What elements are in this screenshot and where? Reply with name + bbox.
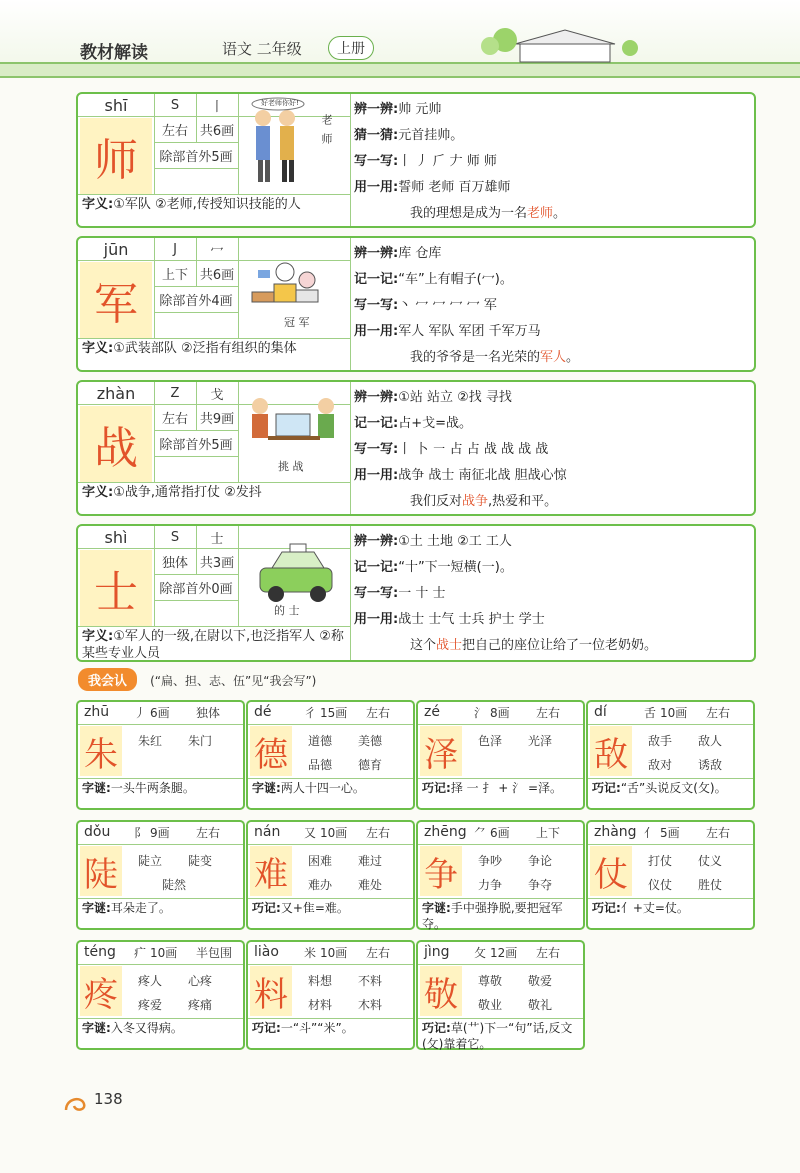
- stroke-count: 共3画: [199, 555, 235, 571]
- character: 陡: [80, 846, 122, 896]
- example-word: 道德: [308, 734, 333, 748]
- example-word: 敌对: [648, 758, 673, 772]
- pinyin: dǒu: [84, 824, 111, 840]
- strokes-excluding-radical: 除部首外5画: [159, 149, 233, 165]
- stroke-count: 10画: [660, 706, 688, 720]
- structure: 左右: [366, 946, 391, 960]
- structure: 左右: [366, 826, 391, 840]
- example-sentence: 这个战士把自己的座位让给了一位老奶奶。: [410, 638, 658, 653]
- usage-row: 用一用:军人 军队 军团 千军万马: [354, 324, 541, 339]
- radical: 戈: [210, 387, 224, 403]
- stroke-order-row: 写一写:丨 卜 ㇐ 占 占 战 战 战 战: [354, 442, 549, 457]
- stroke-count: 共6画: [199, 267, 235, 283]
- example-word: 敌手: [648, 734, 673, 748]
- picture-caption: 挑 战: [278, 460, 304, 473]
- char-card-jun: [76, 236, 756, 372]
- structure: 半包围: [196, 946, 233, 960]
- tip: 巧记:择 一 扌 + 氵 =泽。: [422, 781, 562, 795]
- example-word: 疼痛: [188, 998, 213, 1012]
- stroke-count: 共9画: [199, 411, 235, 427]
- example-word: 陡立: [138, 854, 163, 868]
- example-word: 难过: [358, 854, 383, 868]
- pinyin: zhàng: [594, 824, 637, 840]
- meaning: 字义:①战争,通常指打仗 ②发抖: [82, 485, 262, 500]
- strokes-excluding-radical: 除部首外5画: [159, 437, 233, 453]
- memory-row: 记一记:“十”下一短横(一)。: [354, 560, 513, 575]
- tip: 字谜:两人十四一心。: [252, 781, 365, 795]
- pinyin: zé: [424, 704, 440, 720]
- structure: 上下: [161, 267, 188, 283]
- radical: 舌: [644, 706, 657, 720]
- tip: 巧记:又+隹=难。: [252, 901, 349, 915]
- section-heading: [78, 668, 316, 690]
- radical: ⺈: [474, 826, 487, 840]
- recognize-card: [416, 820, 585, 930]
- example-word: 难处: [358, 878, 383, 892]
- example-word: 疼人: [138, 974, 163, 988]
- structure: 左右: [706, 826, 731, 840]
- stroke-count: 10画: [320, 946, 348, 960]
- radical: 攵: [474, 946, 487, 960]
- structure: 左右: [366, 706, 391, 720]
- character: 敌: [590, 726, 632, 776]
- example-word: 朱门: [188, 734, 213, 748]
- radical: 亻: [644, 826, 657, 840]
- main-character: 战: [80, 406, 152, 482]
- radical: 冖: [210, 243, 224, 259]
- char-card-zhan: [76, 380, 756, 516]
- structure: 上下: [536, 826, 561, 840]
- structure: 独体: [161, 555, 188, 571]
- usage-row: 用一用:战士 士气 士兵 护士 学士: [354, 612, 545, 627]
- recognize-card: [246, 940, 415, 1050]
- tip: 巧记:“舌”头说反文(攵)。: [592, 781, 727, 795]
- example-word: 光泽: [528, 734, 553, 748]
- picture-caption: 老师: [320, 114, 333, 152]
- stroke-order-row: 写一写:丶 冖 冖 冖 冖 军: [354, 298, 497, 313]
- stroke-count: 6画: [150, 706, 170, 720]
- example-word: 争夺: [528, 878, 553, 892]
- radical: 彳: [304, 706, 317, 720]
- recognize-card: [246, 820, 415, 930]
- meaning: 字义:①军人的一级,在尉以下,也泛指军人 ②称某些专业人员: [82, 629, 344, 661]
- example-sentence: 我的爷爷是一名光荣的军人。: [410, 350, 580, 365]
- initial-letter: S: [170, 529, 180, 545]
- example-word: 敬业: [478, 998, 503, 1012]
- example-word: 仪仗: [648, 878, 673, 892]
- example-word: 料想: [308, 974, 333, 988]
- radical: 疒: [134, 946, 147, 960]
- main-character: 士: [80, 550, 152, 626]
- stroke-count: 共6画: [199, 123, 235, 139]
- character: 仗: [590, 846, 632, 896]
- stroke-count: 15画: [320, 706, 348, 720]
- pinyin: téng: [84, 944, 116, 960]
- radical: 丿: [134, 706, 147, 720]
- example-sentence: 我的理想是成为一名老师。: [410, 206, 567, 221]
- char-card-shi: [76, 92, 756, 228]
- meaning: 字义:①军队 ②老师,传授知识技能的人: [82, 197, 301, 212]
- structure: 左右: [161, 411, 188, 427]
- pinyin: shī: [104, 95, 128, 115]
- character: 料: [250, 966, 292, 1016]
- tip: 字谜:手中强挣脱,要把冠军夺。: [422, 901, 563, 931]
- memory-row: 记一记:“车”上有帽子(冖)。: [354, 272, 513, 287]
- character: 争: [420, 846, 462, 896]
- example-word: 不料: [358, 974, 383, 988]
- structure: 左右: [196, 826, 221, 840]
- distinguish-row: 辨一辨:①土 土地 ②工 工人: [354, 534, 512, 549]
- example-word: 美德: [358, 734, 383, 748]
- usage-row: 用一用:誓师 老师 百万雄师: [354, 180, 511, 195]
- stroke-count: 5画: [660, 826, 680, 840]
- character: 难: [250, 846, 292, 896]
- tip: 字谜:入冬又得病。: [82, 1021, 183, 1035]
- example-word: 争论: [528, 854, 553, 868]
- stroke-count: 8画: [490, 706, 510, 720]
- strokes-excluding-radical: 除部首外4画: [159, 293, 233, 309]
- strokes-excluding-radical: 除部首外0画: [159, 581, 233, 597]
- page-number: 138: [94, 1090, 123, 1108]
- picture-caption: 冠 军: [284, 316, 310, 329]
- pinyin: dí: [594, 704, 607, 720]
- stroke-order-row: 写一写:一 十 士: [354, 586, 446, 601]
- stroke-count: 10画: [320, 826, 348, 840]
- character: 敬: [420, 966, 462, 1016]
- example-word: 敌人: [698, 734, 723, 748]
- radical: 米: [304, 946, 317, 960]
- radical: 士: [210, 531, 224, 547]
- picture-caption: 的 士: [274, 604, 300, 617]
- memory-row: 记一记:占+戈=战。: [354, 416, 472, 431]
- example-word: 困难: [308, 854, 333, 868]
- pinyin: zhēng: [424, 824, 467, 840]
- usage-row: 用一用:战争 战士 南征北战 胆战心惊: [354, 468, 567, 483]
- stroke-count: 12画: [490, 946, 518, 960]
- example-word: 难办: [308, 878, 333, 892]
- example-word: 品德: [308, 758, 333, 772]
- structure: 左右: [536, 706, 561, 720]
- radical: 阝: [134, 826, 147, 840]
- stroke-count: 9画: [150, 826, 170, 840]
- pinyin: zhàn: [96, 383, 136, 403]
- tip: 字谜:一头牛两条腿。: [82, 781, 195, 795]
- recognize-card: [76, 700, 245, 810]
- pinyin: dé: [254, 704, 272, 720]
- pinyin: nán: [254, 824, 281, 840]
- example-word: 色泽: [478, 734, 503, 748]
- header-volume: 上册: [328, 36, 374, 60]
- main-character: 师: [80, 118, 152, 194]
- page-ornament-icon: [62, 1092, 94, 1116]
- initial-letter: Z: [170, 385, 180, 401]
- initial-letter: S: [170, 97, 180, 113]
- example-word: 陡然: [162, 878, 187, 892]
- speech-bubble-text: 好老师你好!: [261, 99, 299, 107]
- main-character: 军: [80, 262, 152, 338]
- structure: 左右: [536, 946, 561, 960]
- radical: 丨: [210, 99, 224, 115]
- example-word: 争吵: [478, 854, 503, 868]
- example-word: 敬礼: [528, 998, 553, 1012]
- structure: 左右: [706, 706, 731, 720]
- riddle-row: 猜一猜:元首挂帅。: [354, 128, 464, 143]
- pinyin: jūn: [103, 239, 129, 259]
- example-word: 木料: [358, 998, 383, 1012]
- character: 朱: [80, 726, 122, 776]
- tip: 巧记:亻+丈=仗。: [592, 901, 689, 915]
- distinguish-row: 辨一辨:帅 元帅: [354, 102, 442, 117]
- character: 德: [250, 726, 292, 776]
- tip: 字谜:耳朵走了。: [82, 901, 171, 915]
- recognize-card: [586, 700, 755, 810]
- pinyin: liào: [254, 944, 279, 960]
- stroke-order-row: 写一写:丨 丿 𠂆 𠂇 师 师: [354, 154, 497, 169]
- recognize-card: [416, 700, 585, 810]
- header-subject: 语文 二年级: [222, 40, 302, 58]
- example-word: 德育: [358, 758, 383, 772]
- meaning: 字义:①武装部队 ②泛指有组织的集体: [82, 341, 297, 356]
- char-card-shi-scholar: [76, 524, 756, 662]
- distinguish-row: 辨一辨:①站 站立 ②找 寻找: [354, 390, 512, 405]
- recognize-card: [416, 940, 585, 1050]
- header-title: 教材解读: [80, 43, 148, 63]
- recognize-card: [76, 940, 245, 1050]
- stroke-count: 6画: [490, 826, 510, 840]
- pinyin: shì: [104, 527, 128, 547]
- distinguish-row: 辨一辨:库 仓库: [354, 246, 442, 261]
- pinyin: zhū: [84, 704, 110, 720]
- example-word: 胜仗: [698, 878, 723, 892]
- initial-letter: J: [173, 241, 177, 257]
- radical: 氵: [474, 706, 487, 720]
- radical: 又: [304, 826, 317, 840]
- example-word: 材料: [308, 998, 333, 1012]
- example-word: 仗义: [698, 854, 723, 868]
- recognize-card: [246, 700, 415, 810]
- example-word: 朱红: [138, 734, 163, 748]
- section-badge: 我会认: [78, 668, 137, 691]
- example-word: 尊敬: [478, 974, 503, 988]
- example-word: 诱敌: [698, 758, 723, 772]
- section-note: (“扁、担、志、伍”见“我会写”): [150, 674, 317, 688]
- example-word: 疼爱: [138, 998, 163, 1012]
- structure: 左右: [161, 123, 188, 139]
- character: 泽: [420, 726, 462, 776]
- character: 疼: [80, 966, 122, 1016]
- recognize-card: [76, 820, 245, 930]
- example-word: 敬爱: [528, 974, 553, 988]
- pinyin: jìng: [424, 944, 450, 960]
- header-house-illustration: [460, 26, 660, 66]
- example-sentence: 我们反对战争,热爱和平。: [410, 494, 558, 509]
- example-word: 打仗: [648, 854, 673, 868]
- tip: 巧记:草(艹)下一“句”话,反文(攵)靠着它。: [422, 1021, 573, 1051]
- header-band: [0, 62, 800, 78]
- example-word: 陡变: [188, 854, 213, 868]
- example-word: 心疼: [188, 974, 213, 988]
- stroke-count: 10画: [150, 946, 178, 960]
- example-word: 力争: [478, 878, 503, 892]
- tip: 巧记:一“斗”“米”。: [252, 1021, 354, 1035]
- page-header: [0, 0, 800, 78]
- structure: 独体: [196, 706, 221, 720]
- recognize-card: [586, 820, 755, 930]
